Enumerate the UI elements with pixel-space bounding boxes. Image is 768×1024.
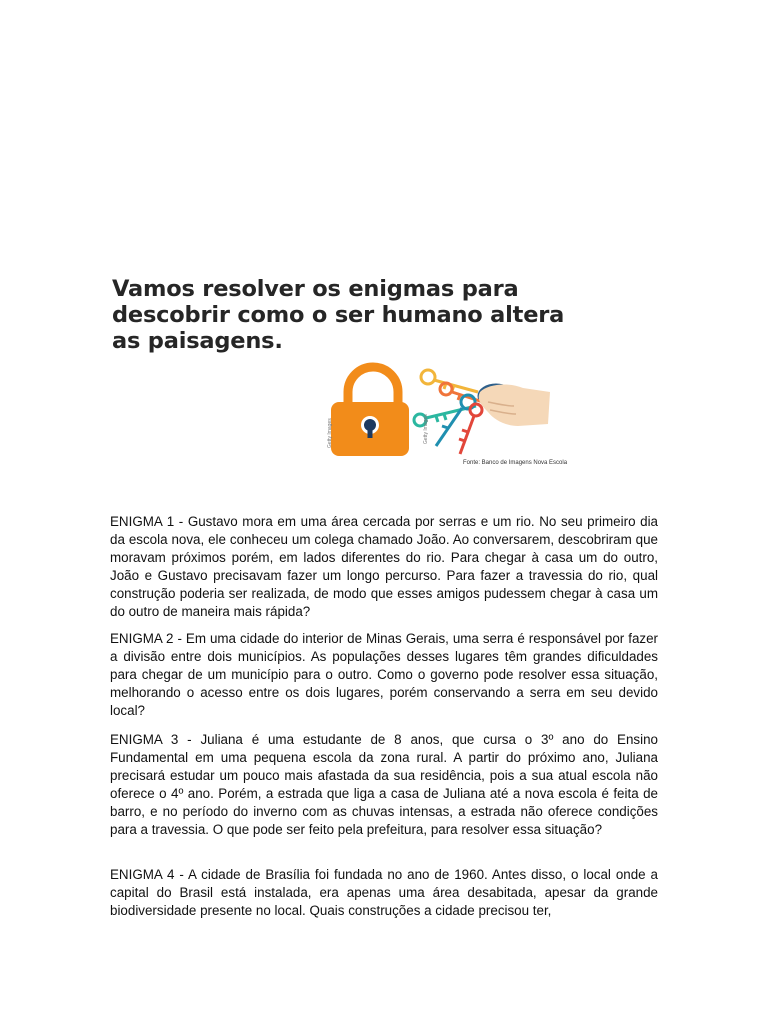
enigma-4-paragraph: ENIGMA 4 - A cidade de Brasília foi fundada no ano de 1960. Antes disso, o local onde a capital do Brasil está instalada, era apenas uma área desabitada, apesar da grande biodiversidade presente no local. Quais construções a cidade precisou ter, (110, 867, 658, 919)
hand-icon (479, 385, 550, 426)
lock-and-keys-illustration (318, 362, 578, 472)
watermark-right: Getty Images (423, 414, 429, 444)
enigma-1-paragraph: ENIGMA 1 - Gustavo mora em uma área cercada por serras e um rio. No seu primeiro dia da escola nova, ele conheceu um colega chamado João. Ao conversarem, descobriram que moravam próximos porém, em lados diferentes do rio. Para chegar à casa um do outro, João e Gustavo precisavam fazer um longo percurso. Para fazer a travessia do rio, qual construção poderia ser realizada, de modo que esses amigos pudessem chegar à casa um do outro de maneira mais rápida? (110, 514, 658, 620)
watermark-left: Getty Images (327, 418, 333, 448)
enigma-2-paragraph: ENIGMA 2 - Em uma cidade do interior de Minas Gerais, uma serra é responsável por fazer a divisão entre dois municípios. As populações desses lugares têm grandes dificuldades para chegar de um município para o outro. Como o governo pode resolver essa situação, melhorando o acesso entre os dois lugares, porém conservando a serra em seu devido local? (110, 631, 658, 719)
page-title: Vamos resolver os enigmas para descobrir como o ser humano altera as paisagens. (112, 276, 565, 354)
image-credit: Fonte: Banco de Imagens Nova Escola (463, 460, 568, 466)
enigma-3-paragraph: ENIGMA 3 - Juliana é uma estudante de 8 anos, que cursa o 3º ano do Ensino Fundamental em uma pequena escola da zona rural. A partir do próximo ano, Juliana precisará estudar um pouco mais afastada da sua residência, pois a sua atual escola não oferece o 4º ano. Porém, a estrada que liga a casa de Juliana até a nova escola é feita de barro, e no período do inverno com as chuvas intensas, a estrada não oferece condições para a travessia. O que pode ser feito pela prefeitura, para resolver essa situação? (110, 732, 658, 838)
padlock-icon (331, 367, 409, 456)
illustration-svg (318, 362, 578, 472)
